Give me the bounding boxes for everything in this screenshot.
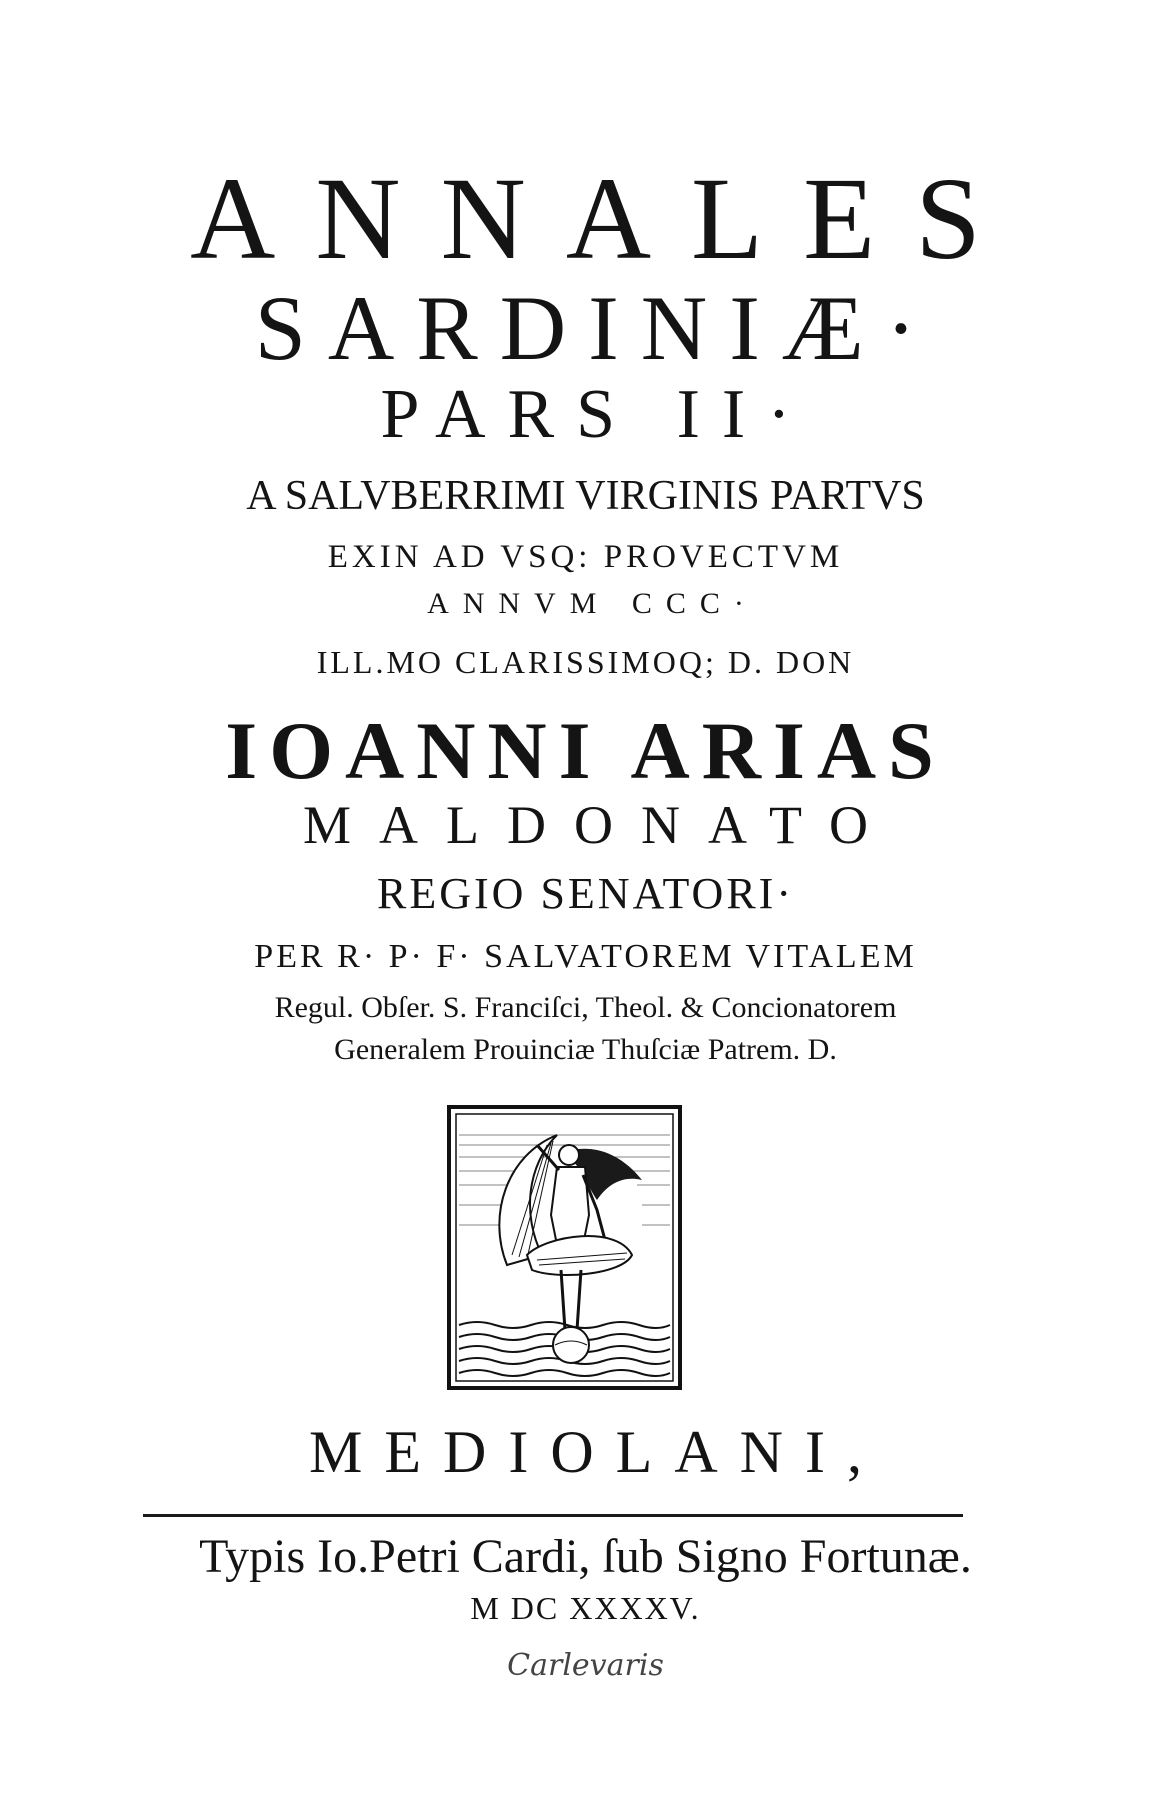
author-description-1: Regul. Obſer. S. Franciſci, Theol. & Concionatorem [274,991,897,1024]
author-description-2: Generalem Prouinciæ Thuſciæ Patrem. D. [334,1033,837,1066]
subtitle-line-2: EXIN AD VSQ: PROVECTVM [327,539,844,575]
subtitle-line-3: ANNVM CCC· [427,587,758,620]
fortuna-woodcut-icon [447,1105,682,1390]
handwritten-signature: Carlevaris [507,1648,664,1683]
dedicatee-name: IOANNI ARIAS [225,705,946,796]
imprint-year: M DC XXXXV. [470,1590,701,1626]
subtitle-line-1: A SALVBERRIMI VIRGINIS PARTVS [246,473,925,519]
author-line: PER R· P· F· SALVATOREM VITALEM [254,938,917,975]
title-sardiniae: SARDINIÆ· [254,277,939,379]
title-pars: PARS II· [380,376,813,453]
dedication-line: ILL.MO CLARISSIMOQ; D. DON [316,644,855,680]
dedicatee-surname: MALDONATO [302,795,896,855]
dedicatee-title: REGIO SENATORI· [377,869,794,918]
divider-rule [143,1514,963,1517]
imprint-printer: Typis Io.Petri Cardi, ſub Signo Fortunæ. [199,1530,972,1583]
imprint-city: MEDIOLANI, [309,1419,884,1485]
title-annales: ANNALES [190,153,1021,284]
